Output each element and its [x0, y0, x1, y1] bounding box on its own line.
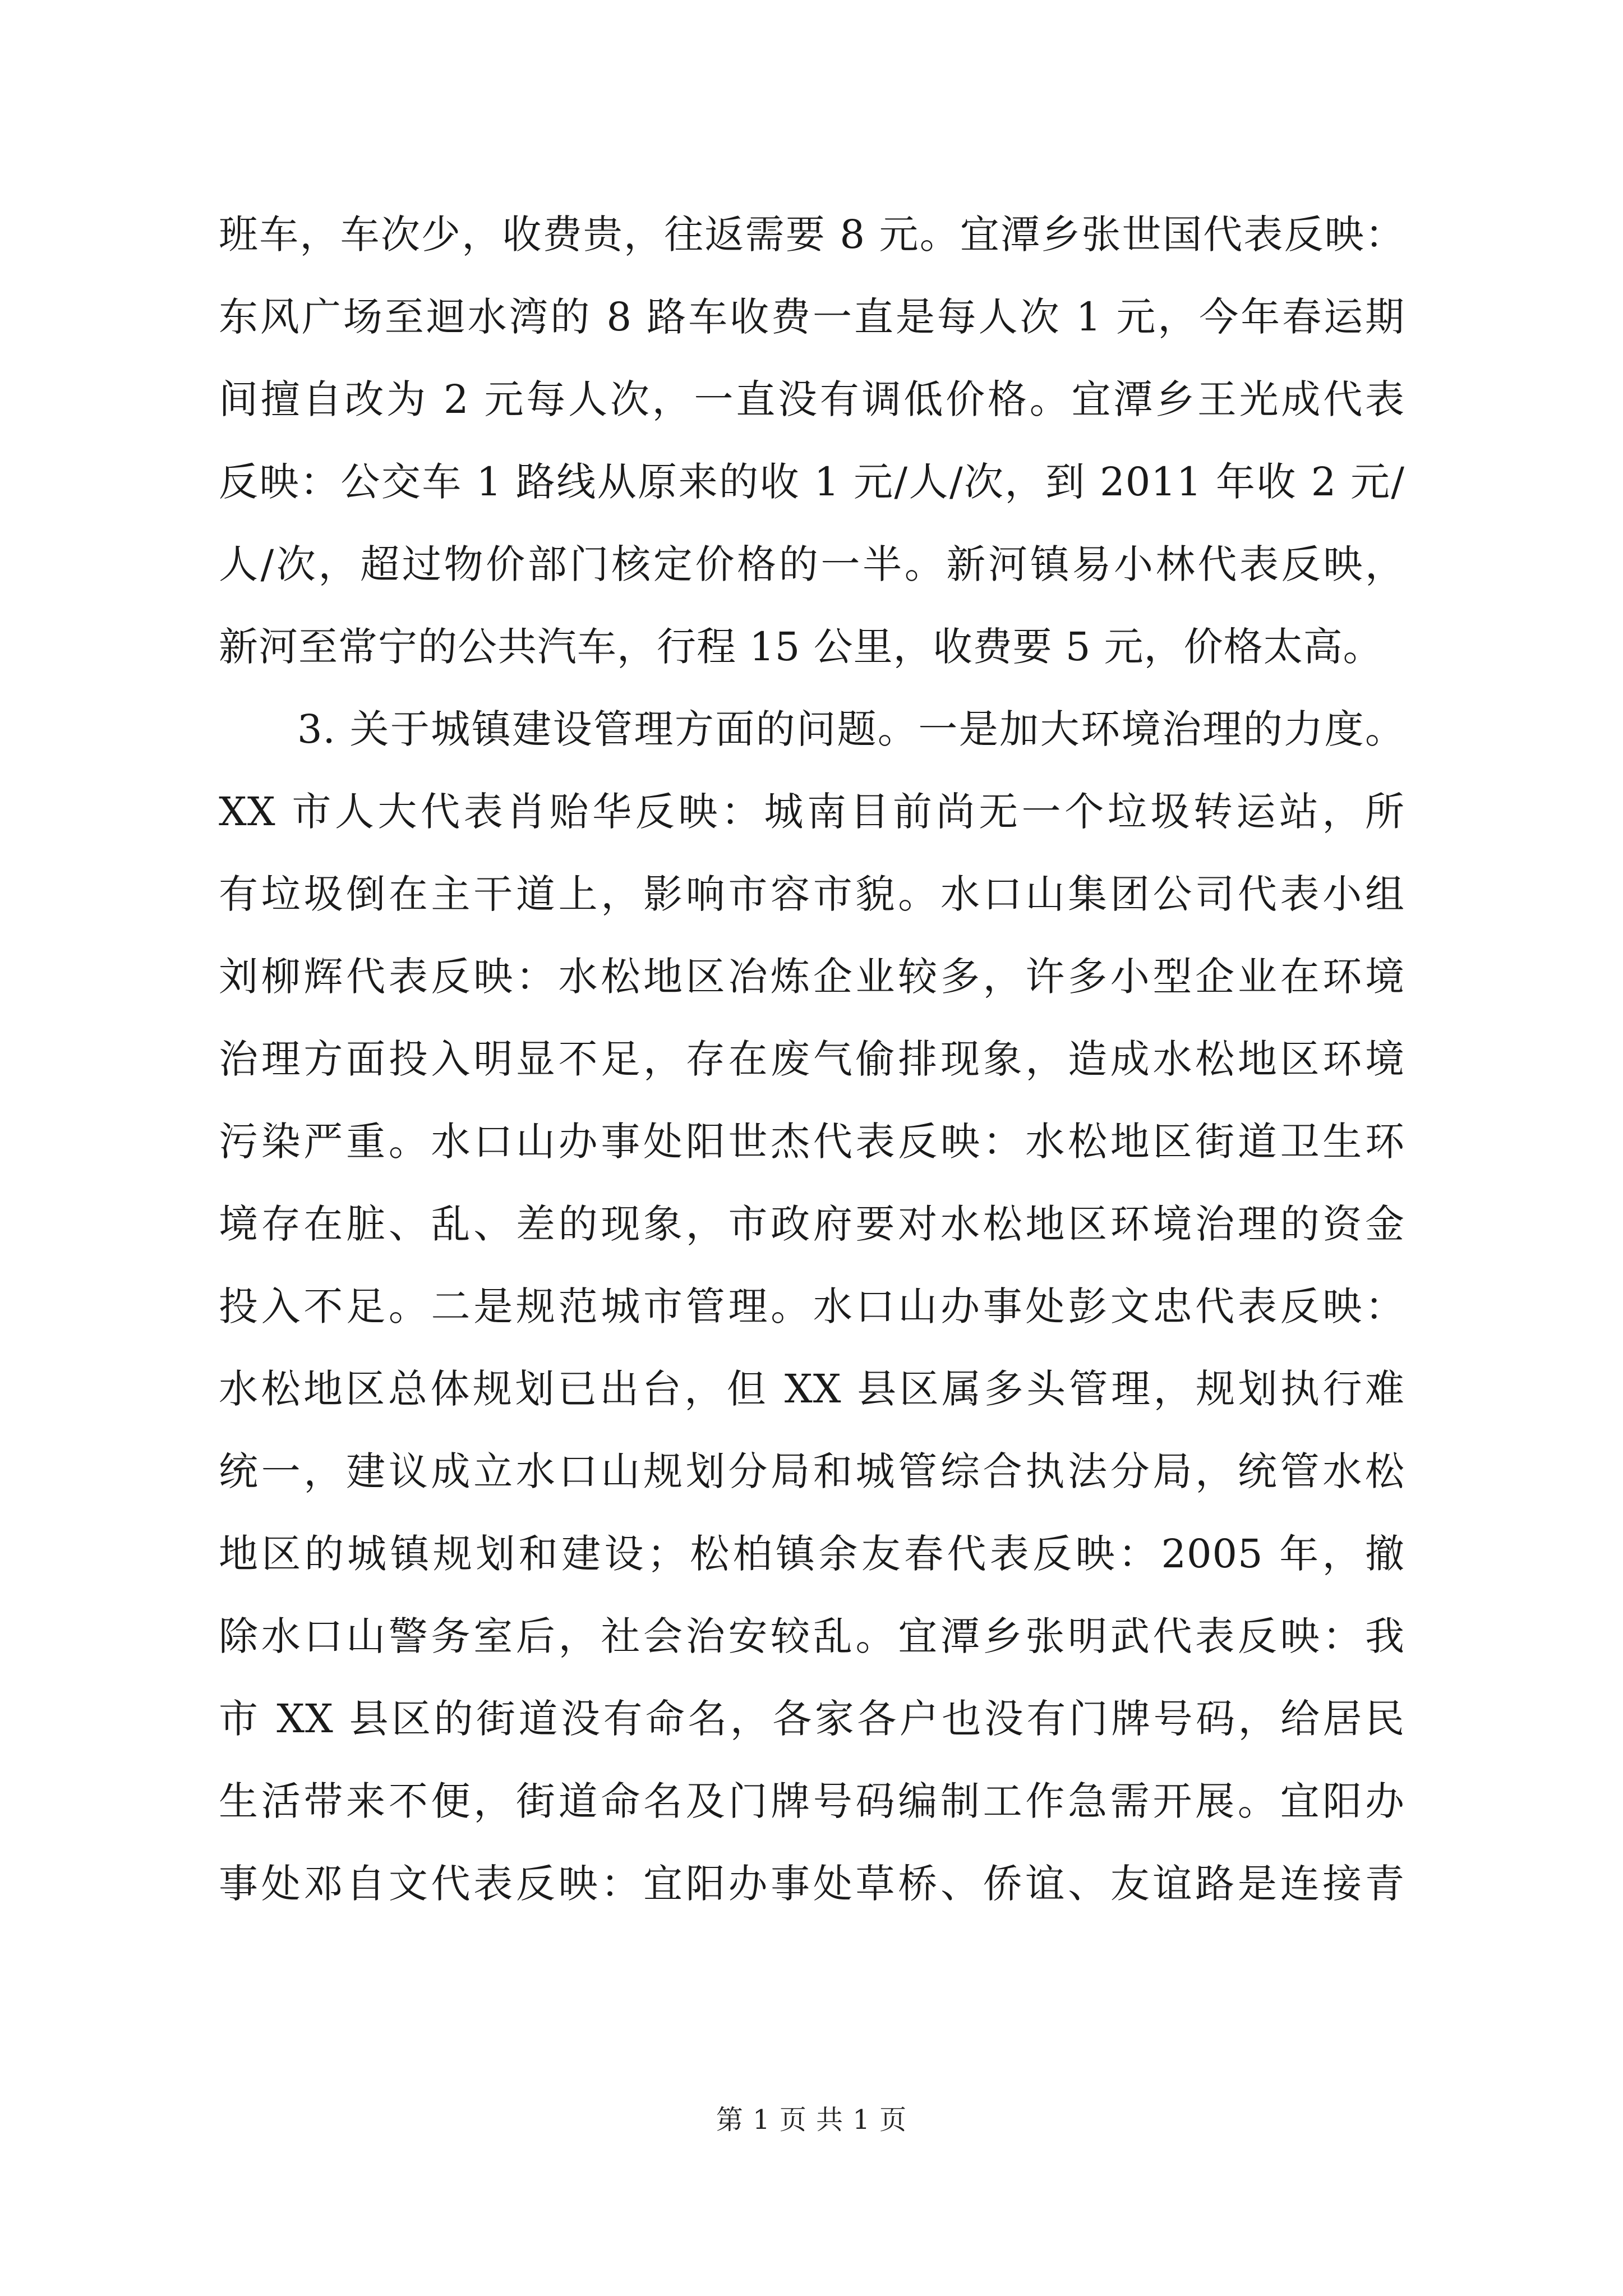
text-line: 污染严重。水口山办事处阳世杰代表反映：水松地区街道卫生环: [219, 1119, 1405, 1165]
document-body: [219, 194, 1405, 1925]
text-line: 地区的城镇规划和建设；松柏镇余友春代表反映：2005 年，撤: [219, 1531, 1405, 1577]
text-line: 除水口山警务室后，社会治安较乱。宜潭乡张明武代表反映：我: [219, 1613, 1405, 1659]
section-heading-line: 3. 关于城镇建设管理方面的问题。一是加大环境治理的力度。: [297, 706, 1405, 752]
text-line: 生活带来不便，街道命名及门牌号码编制工作急需开展。宜阳办: [219, 1778, 1405, 1824]
text-line: 治理方面投入明显不足，存在废气偷排现象，造成水松地区环境: [219, 1036, 1405, 1082]
text-line: 事处邓自文代表反映：宜阳办事处草桥、侨谊、友谊路是连接青: [219, 1861, 1405, 1907]
text-line: 新河至常宁的公共汽车，行程 15 公里，收费要 5 元，价格太高。: [219, 624, 1383, 670]
text-line: 反映：公交车 1 路线从原来的收 1 元/人/次，到 2011 年收 2 元/: [219, 459, 1405, 505]
text-line: XX 市人大代表肖贻华反映：城南目前尚无一个垃圾转运站，所: [219, 789, 1405, 835]
text-line: 市 XX 县区的街道没有命名，各家各户也没有门牌号码，给居民: [219, 1696, 1405, 1742]
text-line: 东风广场至迴水湾的 8 路车收费一直是每人次 1 元，今年春运期: [219, 294, 1405, 340]
text-line: 境存在脏、乱、差的现象，市政府要对水松地区环境治理的资金: [219, 1201, 1405, 1247]
text-line: 有垃圾倒在主干道上，影响市容市貌。水口山集团公司代表小组: [219, 871, 1405, 917]
text-line: 刘柳辉代表反映：水松地区冶炼企业较多，许多小型企业在环境: [219, 954, 1405, 1000]
text-line: 间擅自改为 2 元每人次，一直没有调低价格。宜潭乡王光成代表: [219, 376, 1405, 422]
page-number-footer: 第 1 页 共 1 页: [716, 2104, 907, 2136]
text-line: 投入不足。二是规范城市管理。水口山办事处彭文忠代表反映：: [219, 1283, 1405, 1329]
text-line: 人/次，超过物价部门核定价格的一半。新河镇易小林代表反映，: [219, 541, 1405, 587]
text-line: 水松地区总体规划已出台，但 XX 县区属多头管理，规划执行难: [219, 1366, 1405, 1412]
text-line: 班车，车次少，收费贵，往返需要 8 元。宜潭乡张世国代表反映：: [219, 211, 1405, 257]
text-line: 统一，建议成立水口山规划分局和城管综合执法分局，统管水松: [219, 1448, 1405, 1494]
